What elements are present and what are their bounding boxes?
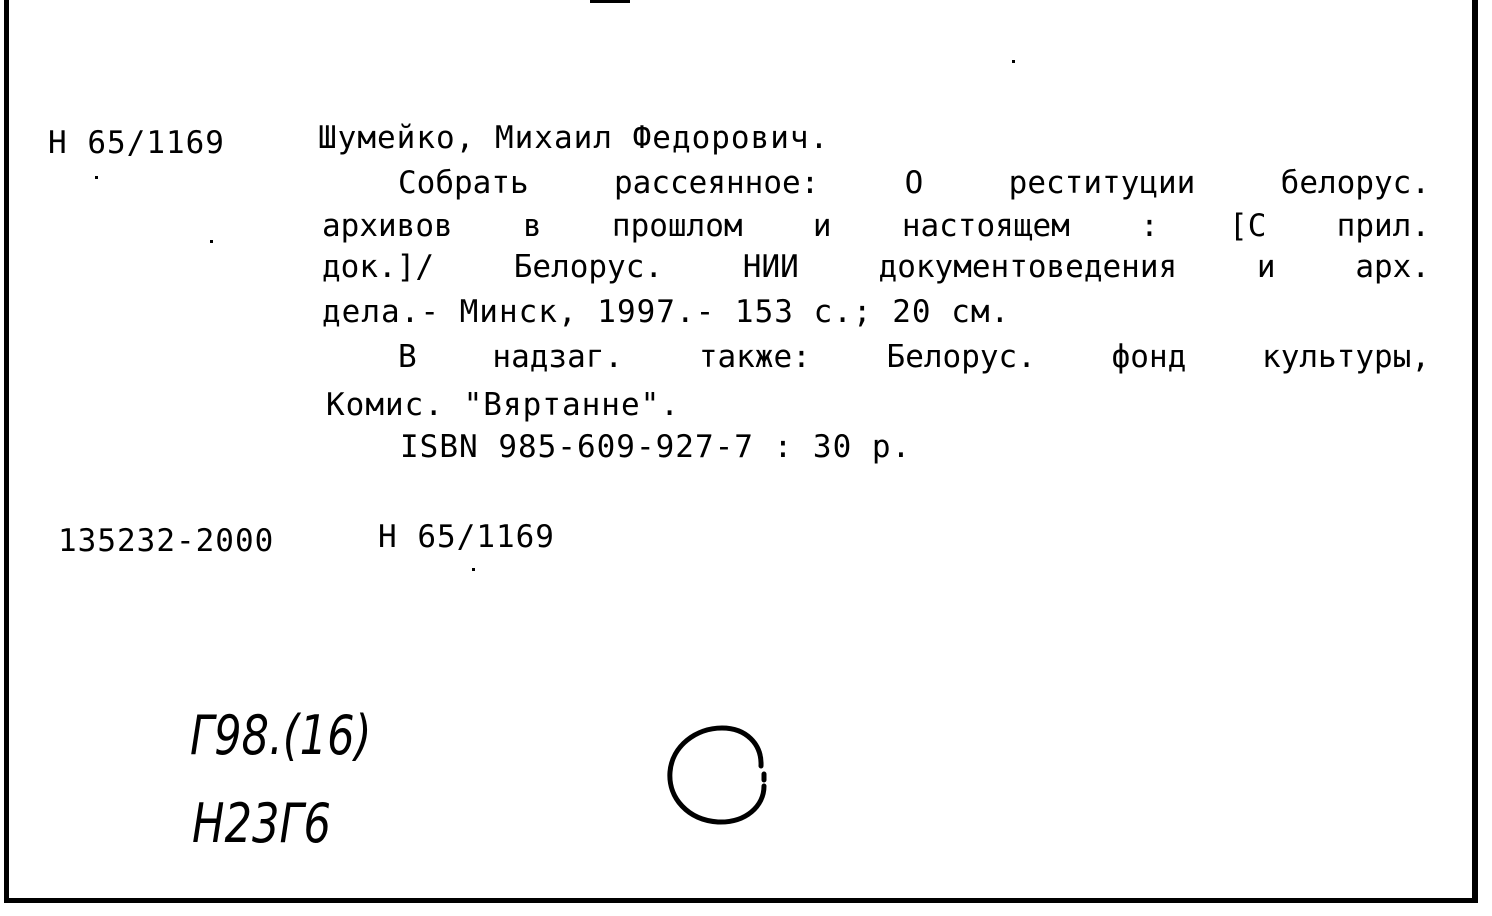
title-line-1: Собрать рассеянное: О реституции белорус. [398, 165, 1430, 201]
note-line-2: Комис. "Вяртанне". [326, 387, 680, 423]
scan-speck [1012, 60, 1015, 63]
accession-call-number: Н 65/1169 [378, 519, 555, 555]
title-line-2: архивов в прошлом и настоящем : [С прил. [322, 208, 1430, 244]
title-line-4: дела.- Минск, 1997.- 153 с.; 20 см. [322, 294, 1011, 330]
call-number: Н 65/1169 [48, 125, 225, 161]
hand-drawn-circle-icon [656, 716, 786, 836]
handwritten-author-mark: Н23Г6 [192, 792, 332, 855]
handwritten-classification: Г98.(16) [190, 704, 372, 767]
isbn-line: ISBN 985-609-927-7 : 30 р. [400, 429, 912, 465]
card-top-mark [590, 0, 630, 3]
scan-speck [210, 240, 213, 243]
author-heading: Шумейко, Михаил Федорович. [318, 120, 830, 156]
scan-speck [95, 176, 98, 179]
scan-speck [472, 568, 475, 571]
accession-number: 135232-2000 [58, 523, 275, 559]
note-line-1: В надзаг. также: Белорус. фонд культуры, [398, 339, 1430, 375]
title-line-3: док.]/ Белорус. НИИ документоведения и арх. [322, 249, 1430, 285]
